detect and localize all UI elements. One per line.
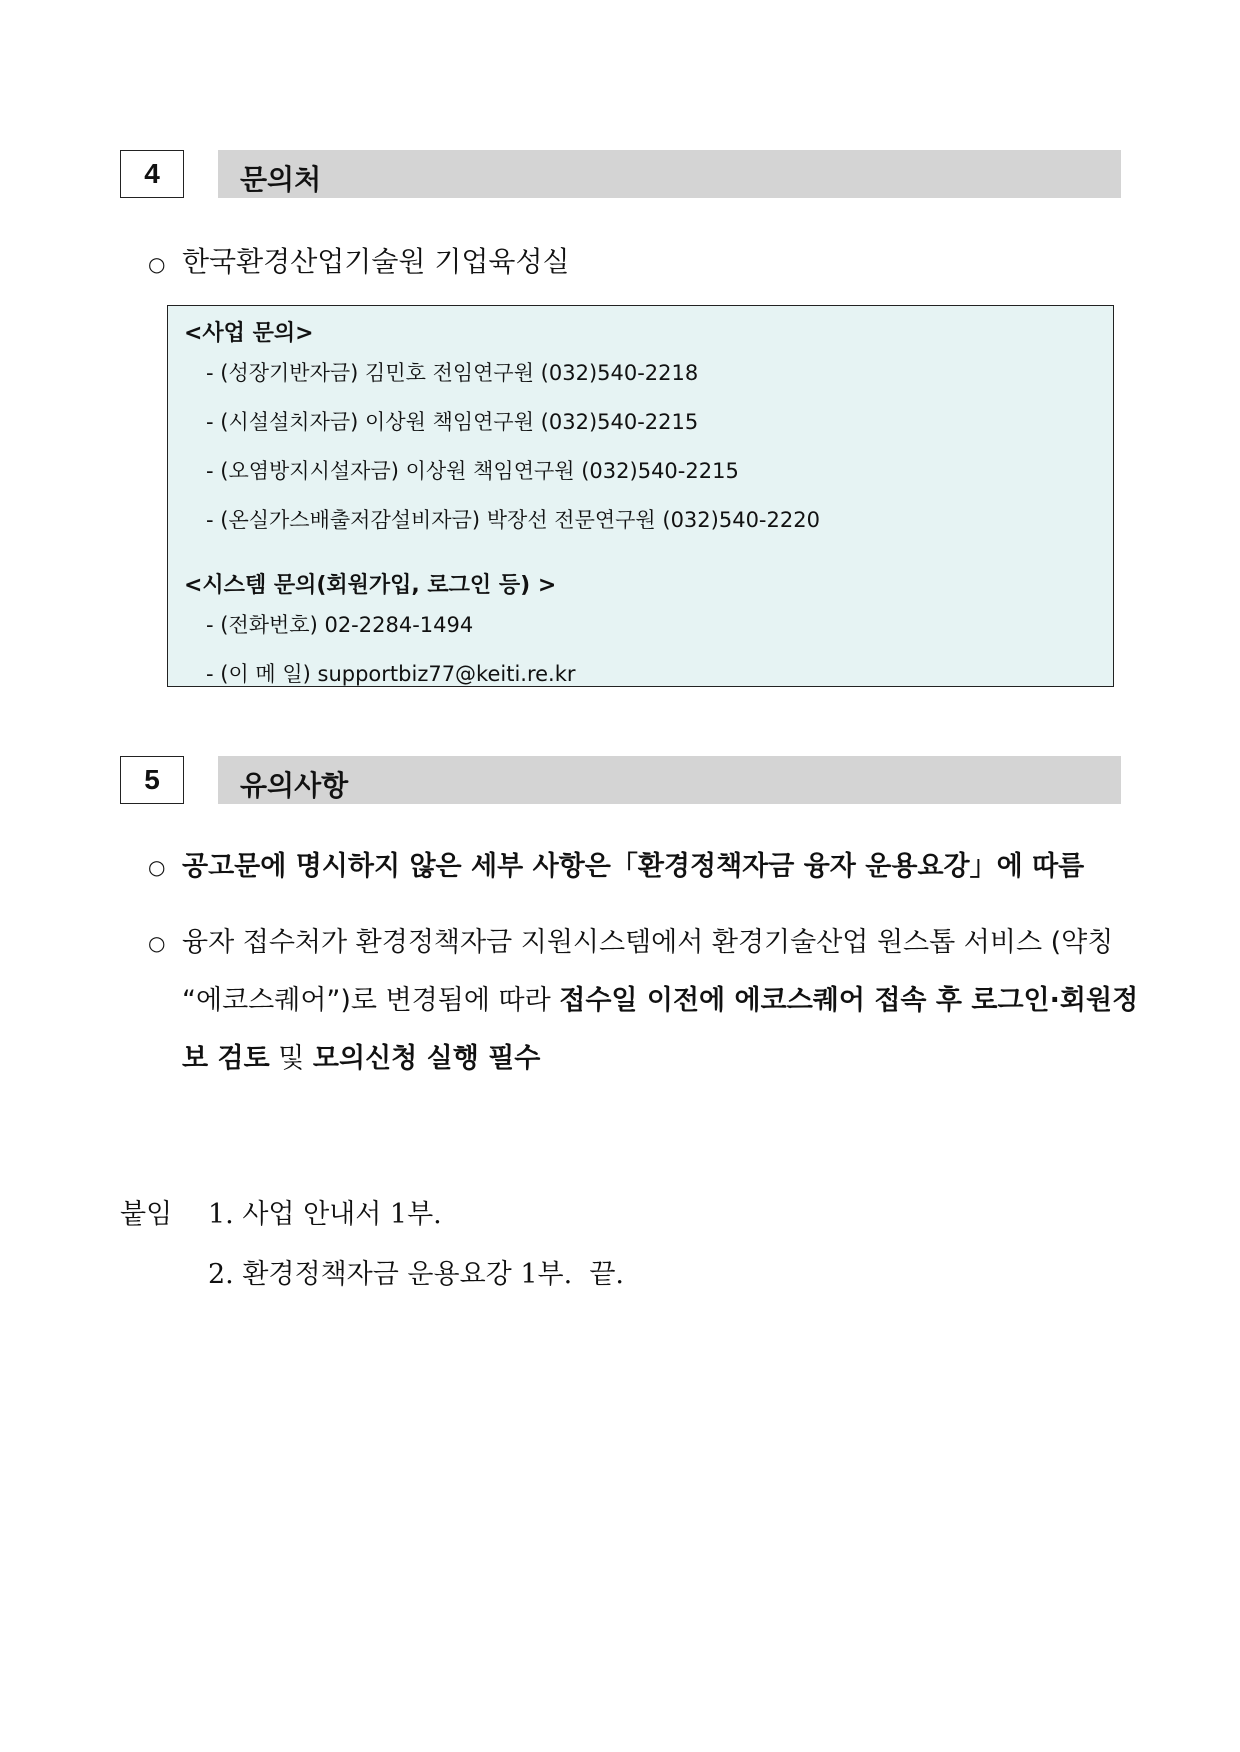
- system-inquiry-phone: - (전화번호) 02-2284-1494: [206, 613, 474, 637]
- notice-2-part2: 접수일 이전에 에코스퀘어 접속 후 로그인·회원정보 검토: [182, 985, 1139, 1074]
- org-name: 한국환경산업기술원 기업육성실: [182, 245, 570, 278]
- attachment-item: 1. 사업 안내서 1부.: [208, 1199, 442, 1230]
- org-line: [148, 240, 570, 280]
- section-4-title-bar: [218, 150, 1121, 198]
- section-4-header: [120, 150, 1120, 200]
- section-4-number: 4: [120, 150, 184, 198]
- notice-1: [148, 838, 1148, 898]
- contact-box: [167, 305, 1114, 687]
- notice-2-text: [182, 914, 1148, 1088]
- business-inquiry-item: - (오염방지시설자금) 이상원 책임연구원 (032)540-2215: [206, 459, 739, 483]
- bullet-circle-icon: ○: [148, 855, 166, 879]
- business-inquiry-item: - (시설설치자금) 이상원 책임연구원 (032)540-2215: [206, 410, 699, 434]
- notice-2-part4: 모의신청 실행 필수: [312, 1043, 541, 1074]
- notice-2-part3: 및: [269, 1043, 313, 1074]
- notice-1-text: 공고문에 명시하지 않은 세부 사항은「환경정책자금 융자 운용요강」에 따름: [182, 851, 1085, 882]
- attachments-label: 붙임: [120, 1199, 173, 1230]
- business-inquiry-item: - (성장기반자금) 김민호 전임연구원 (032)540-2218: [206, 361, 699, 385]
- business-inquiry-item: - (온실가스배출저감설비자금) 박장선 전문연구원 (032)540-2220: [206, 508, 820, 532]
- attachment-item: 2. 환경정책자금 운용요강 1부. 끝.: [208, 1259, 625, 1290]
- system-inquiry-email: - (이 메 일) supportbiz77@keiti.re.kr: [206, 662, 576, 686]
- notice-2-part1: 융자 접수처가 환경정책자금 지원시스템에서 환경기술산업 원스톱 서비스 (약칭 “에코스퀘어”)로 변경됨에 따라: [182, 927, 1114, 1016]
- section-5-header: [120, 756, 1120, 806]
- section-5-title-bar: [218, 756, 1121, 804]
- business-inquiry-heading: <사업 문의>: [184, 321, 314, 346]
- bullet-circle-icon: ○: [148, 931, 166, 955]
- system-inquiry-heading: <시스템 문의(회원가입, 로그인 등) >: [184, 573, 557, 598]
- notice-2: [148, 914, 1148, 1094]
- section-4-title: 문의처: [240, 163, 322, 196]
- bullet-circle-icon: ○: [148, 251, 166, 276]
- section-5-title: 유의사항: [240, 769, 349, 802]
- section-5-number: 5: [120, 756, 184, 804]
